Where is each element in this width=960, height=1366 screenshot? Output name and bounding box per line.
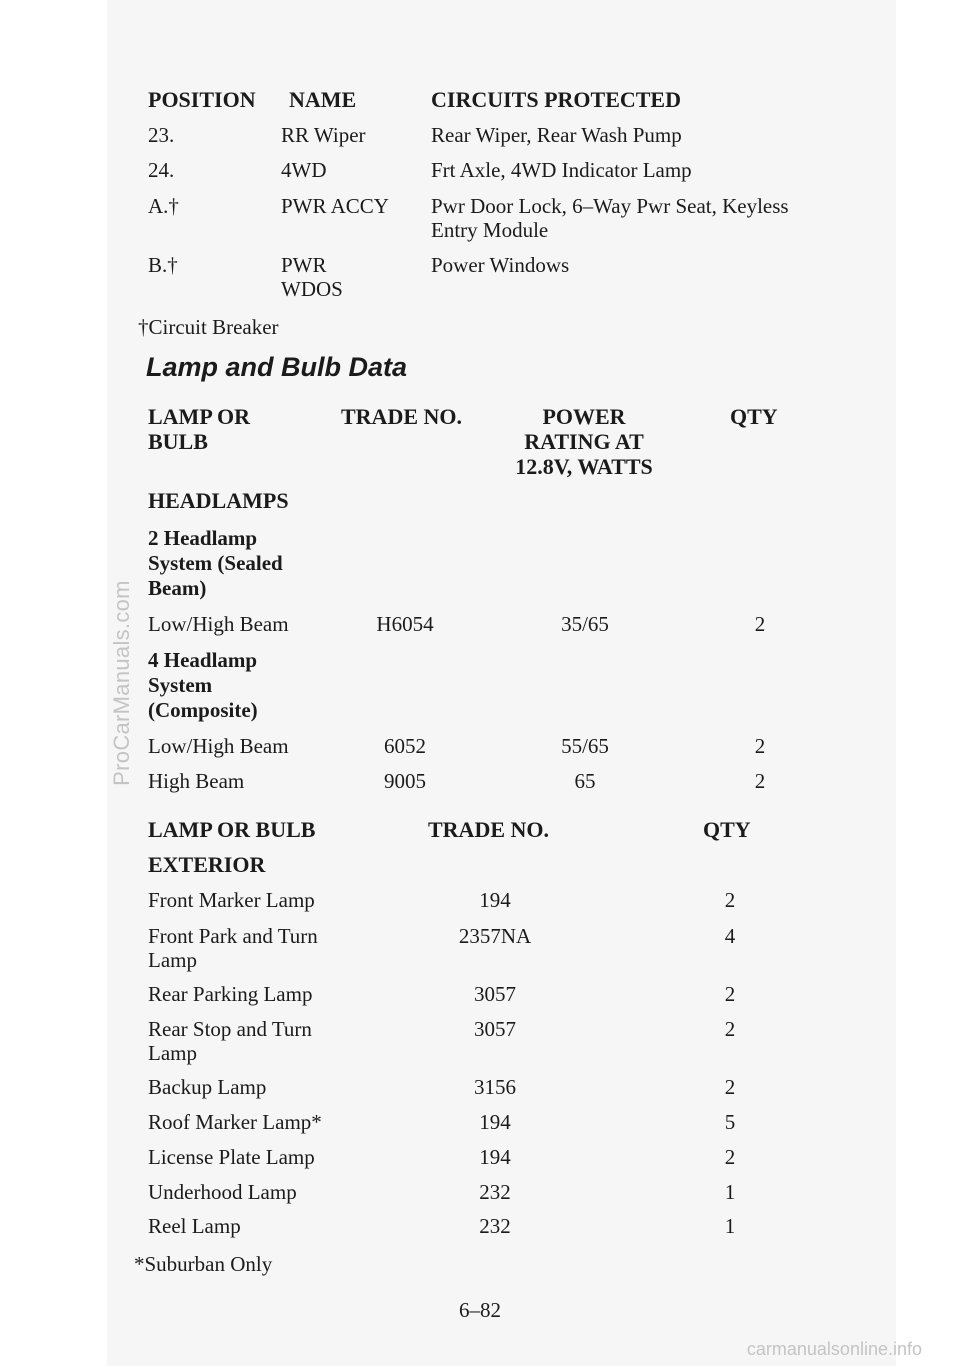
exterior-row-lamp: Roof Marker Lamp*: [148, 1110, 322, 1134]
headlamp-row-qty: 2: [754, 769, 766, 793]
exterior-row-trade: 3156: [474, 1075, 516, 1099]
exterior-row-qty: 2: [724, 1145, 736, 1169]
exterior-row-qty: 2: [724, 1075, 736, 1099]
circuit-breaker-footnote: †Circuit Breaker: [138, 315, 279, 339]
exterior-row-lamp: Rear Stop and Turn: [148, 1017, 312, 1041]
exterior-row-qty: 5: [724, 1110, 736, 1134]
exterior-row-trade: 232: [479, 1214, 511, 1238]
header-position: POSITION: [148, 87, 256, 112]
exterior-row-qty: 2: [724, 1017, 736, 1041]
subgroup-title: Beam): [148, 576, 207, 600]
headlamp-row-lamp: Low/High Beam: [148, 734, 289, 758]
fuse-row-position: 23.: [148, 123, 175, 147]
headlamp-row-power: 55/65: [561, 734, 609, 758]
fuse-row-circuits: Rear Wiper, Rear Wash Pump: [431, 123, 682, 147]
fuse-row-circuits-cont: Entry Module: [431, 218, 549, 242]
fuse-row-name: 4WD: [281, 158, 327, 182]
headlamp-row-power: 65: [574, 769, 596, 793]
header-power-line2: RATING AT: [524, 429, 644, 454]
exterior-row-qty: 2: [724, 982, 736, 1006]
header-lamp-line2: BULB: [148, 429, 208, 454]
exterior-row-trade: 3057: [474, 1017, 516, 1041]
exterior-row-lamp: Backup Lamp: [148, 1075, 267, 1099]
headlamp-row-power: 35/65: [561, 612, 609, 636]
headlamp-row-lamp: Low/High Beam: [148, 612, 289, 636]
fuse-row-name: RR Wiper: [281, 123, 366, 147]
exterior-row-qty: 1: [724, 1180, 736, 1204]
subgroup-title: System (Sealed: [148, 551, 283, 575]
subgroup-title: (Composite): [148, 698, 258, 722]
exterior-row-qty: 2: [724, 888, 736, 912]
subgroup-title: System: [148, 673, 213, 697]
exterior-row-qty: 4: [724, 924, 736, 948]
exterior-row-trade: 2357NA: [458, 924, 532, 948]
section-title: Lamp and Bulb Data: [146, 352, 408, 382]
headlamp-row-qty: 2: [754, 612, 766, 636]
exterior-row-trade: 232: [479, 1180, 511, 1204]
header-trade: TRADE NO.: [428, 817, 550, 842]
header-qty: QTY: [730, 404, 778, 429]
side-watermark: ProCarManuals.com: [109, 580, 134, 786]
page-number: 6–82: [459, 1298, 501, 1322]
group-title-exterior: EXTERIOR: [148, 852, 266, 877]
headlamp-row-qty: 2: [754, 734, 766, 758]
header-qty: QTY: [703, 817, 751, 842]
fuse-row-name: PWR: [281, 253, 327, 277]
exterior-row-lamp: Underhood Lamp: [148, 1180, 297, 1204]
exterior-row-trade: 194: [479, 888, 511, 912]
fuse-row-name-cont: WDOS: [281, 277, 343, 301]
exterior-row-lamp: Front Park and Turn: [148, 924, 318, 948]
exterior-row-lamp: Front Marker Lamp: [148, 888, 315, 912]
fuse-row-name: PWR ACCY: [281, 194, 389, 218]
exterior-row-trade: 3057: [474, 982, 516, 1006]
header-name: NAME: [289, 87, 357, 112]
header-trade: TRADE NO.: [341, 404, 463, 429]
headlamp-row-lamp: High Beam: [148, 769, 245, 793]
exterior-row-lamp-cont: Lamp: [148, 1041, 197, 1065]
fuse-row-position: 24.: [148, 158, 175, 182]
fuse-row-circuits: Power Windows: [431, 253, 570, 277]
exterior-row-lamp: Reel Lamp: [148, 1214, 241, 1238]
exterior-row-lamp: License Plate Lamp: [148, 1145, 315, 1169]
header-lamp-line1: LAMP OR: [148, 404, 251, 429]
suburban-footnote: *Suburban Only: [134, 1252, 273, 1276]
header-power-line1: POWER: [542, 404, 626, 429]
exterior-row-lamp-cont: Lamp: [148, 948, 197, 972]
exterior-row-lamp: Rear Parking Lamp: [148, 982, 313, 1006]
headlamp-row-trade: 6052: [384, 734, 426, 758]
fuse-row-circuits: Pwr Door Lock, 6–Way Pwr Seat, Keyless: [431, 194, 789, 218]
fuse-row-position: B.†: [148, 253, 178, 277]
fuse-row-position: A.†: [148, 194, 179, 218]
header-power-line3: 12.8V, WATTS: [515, 454, 653, 479]
bottom-watermark: carmanualsonline.info: [746, 1339, 922, 1359]
headlamp-row-trade: H6054: [376, 612, 434, 636]
fuse-row-circuits: Frt Axle, 4WD Indicator Lamp: [431, 158, 692, 182]
exterior-row-trade: 194: [479, 1145, 511, 1169]
headlamp-row-trade: 9005: [384, 769, 426, 793]
subgroup-title: 2 Headlamp: [148, 526, 258, 550]
subgroup-title: 4 Headlamp: [148, 648, 258, 672]
group-title-headlamps: HEADLAMPS: [148, 488, 289, 513]
exterior-row-trade: 194: [479, 1110, 511, 1134]
header-lamp: LAMP OR BULB: [148, 817, 316, 842]
exterior-row-qty: 1: [724, 1214, 736, 1238]
header-circuits: CIRCUITS PROTECTED: [431, 87, 681, 112]
